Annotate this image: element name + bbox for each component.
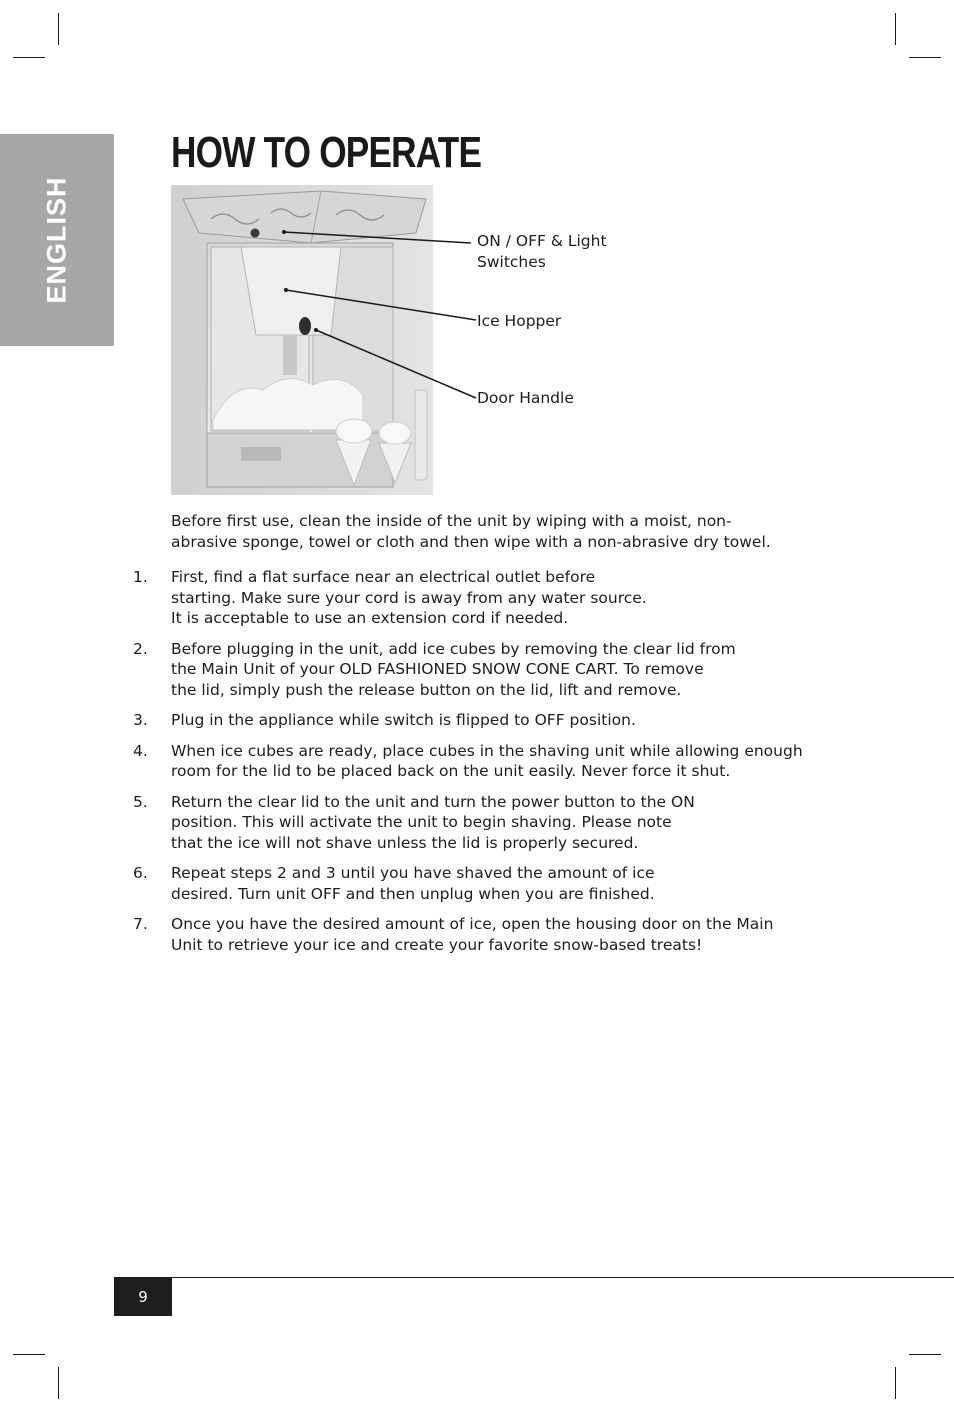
crop-mark: [909, 1354, 941, 1355]
callout-switches-line1: ON / OFF & Light: [477, 232, 607, 250]
callout-door-handle: Door Handle: [477, 389, 574, 407]
step-line: Once you have the desired amount of ice, open the housing door on the Main: [171, 915, 774, 933]
callout-switches: [477, 231, 607, 273]
intro-line: abrasive sponge, towel or cloth and then wipe with a non-abrasive dry towel.: [171, 533, 771, 551]
step-line: First, find a flat surface near an electrical outlet before: [171, 568, 596, 586]
crop-mark: [13, 1354, 45, 1355]
crop-mark: [58, 1367, 59, 1399]
step-line: starting. Make sure your cord is away from any water source.: [171, 588, 647, 607]
step-line: that the ice will not shave unless the lid is properly secured.: [171, 833, 639, 852]
step-item: [0, 567, 840, 629]
operating-steps: [0, 567, 840, 965]
page-title: HOW TO OPERATE: [171, 128, 482, 177]
step-line: Before plugging in the unit, add ice cubes by removing the clear lid from: [171, 639, 736, 658]
footer-rule: [114, 1277, 954, 1278]
step-line: Return the clear lid to the unit and turn the power button to the ON: [171, 792, 695, 811]
step-item: [0, 863, 840, 904]
step-line: Unit to retrieve your ice and create your favorite snow-based treats!: [171, 935, 703, 954]
step-number: 1.: [133, 568, 148, 586]
step-line: the Main Unit of your OLD FASHIONED SNOW CONE CART. To remove: [171, 660, 704, 678]
crop-mark: [895, 13, 896, 45]
step-line: room for the lid to be placed back on the unit easily. Never force it shut.: [171, 762, 731, 780]
step-line: position. This will activate the unit to begin shaving. Please note: [171, 813, 672, 831]
callout-leaders: [0, 0, 954, 600]
callout-switches-line2: Switches: [477, 253, 546, 271]
crop-mark: [58, 13, 59, 45]
step-number: 7.: [133, 915, 148, 933]
step-item: [0, 741, 840, 782]
intro-line: Before first use, clean the inside of the unit by wiping with a moist, non-: [171, 512, 732, 530]
step-line: It is acceptable to use an extension cord if needed.: [171, 609, 569, 627]
step-item: [0, 710, 840, 731]
step-number: 5.: [133, 792, 148, 811]
step-line: Plug in the appliance while switch is flipped to OFF position.: [171, 711, 636, 729]
callout-ice-hopper: Ice Hopper: [477, 312, 562, 330]
page-number: 9: [114, 1278, 172, 1316]
step-line: desired. Turn unit OFF and then unplug when you are finished.: [171, 884, 655, 903]
crop-mark: [895, 1367, 896, 1399]
step-number: 2.: [133, 639, 148, 658]
step-line: Repeat steps 2 and 3 until you have shaved the amount of ice: [171, 864, 655, 882]
intro-paragraph: [171, 511, 811, 553]
step-number: 3.: [133, 711, 148, 729]
step-item: [0, 914, 840, 955]
language-tab: [0, 134, 114, 346]
language-label: ENGLISH: [41, 176, 72, 304]
step-number: 6.: [133, 864, 148, 882]
crop-mark: [13, 57, 45, 58]
crop-mark: [909, 57, 941, 58]
snow-cone-cart-photo: [171, 185, 433, 495]
step-item: [0, 639, 840, 701]
step-item: [0, 792, 840, 854]
step-line: the lid, simply push the release button on the lid, lift and remove.: [171, 680, 682, 699]
step-number: 4.: [133, 741, 148, 760]
step-line: When ice cubes are ready, place cubes in the shaving unit while allowing enough: [171, 741, 803, 760]
